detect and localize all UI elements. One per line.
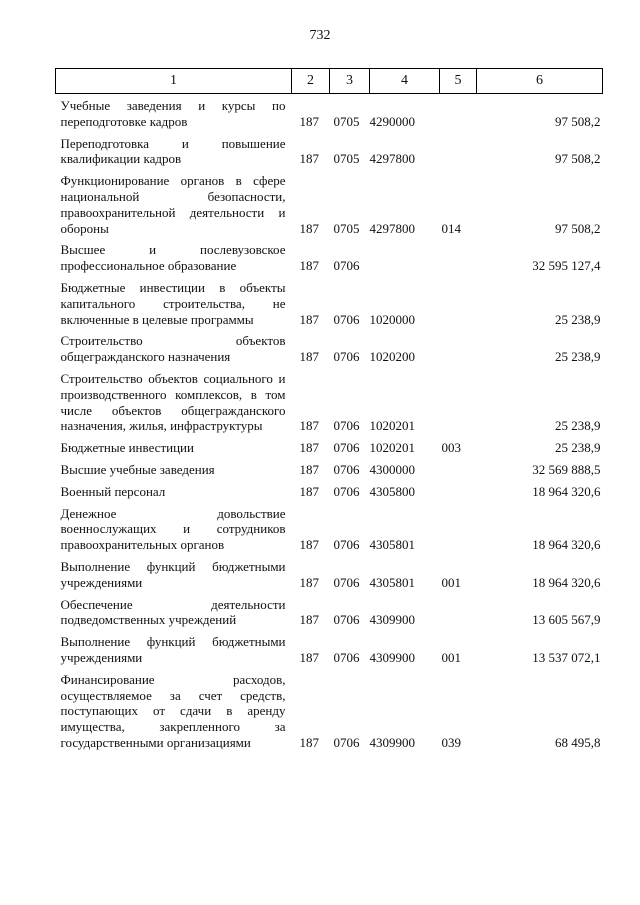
row-amount-cell: 97 508,2 [555,151,601,167]
row-target-cell: 1020000 [369,311,415,327]
row-code-cell: 187 [299,574,319,590]
row-target-cell: 4297800 [369,220,415,236]
row-type-cell: 003 [441,440,461,456]
row-section-cell: 0706 [333,461,360,477]
row-code-cell: 187 [299,612,319,628]
row-amount-cell: 13 605 567,9 [532,612,601,628]
row-code-cell: 187 [299,483,319,499]
header-cell: 6 [477,69,603,94]
row-amount-cell: 25 238,9 [555,311,601,327]
row-name-cell: Строительство объектов общегражданского назначения [60,333,286,365]
row-target-cell: 4309900 [369,734,415,750]
row-target-cell: 4300000 [369,461,415,477]
row-type-cell [440,484,477,506]
row-amount-cell: 25 238,9 [555,349,601,365]
header-cell: 4 [370,69,440,94]
row-name-cell: Выполнение функций бюджетными учреждениями [60,558,286,590]
row-target-cell: 1020200 [369,349,415,365]
row-type-cell [440,280,477,333]
table-row [56,440,603,462]
row-code-cell: 187 [299,311,319,327]
row-code-cell: 187 [299,418,319,434]
row-target-cell: 4305800 [369,483,415,499]
page-number: 732 [309,28,331,43]
row-section-cell: 0705 [333,220,360,236]
header-cell: 5 [440,69,477,94]
row-name-cell: Переподготовка и повышение квалификации кадров [60,135,286,167]
table-row [56,462,603,484]
row-name-cell: Бюджетные инвестиции [60,440,194,456]
row-section-cell: 0706 [333,574,360,590]
row-amount-cell: 18 964 320,6 [532,537,601,553]
row-target-cell: 1020201 [369,418,415,434]
table-row [56,333,603,371]
table-row [56,672,603,757]
table-row [56,559,603,597]
row-target-cell: 4290000 [369,113,415,129]
row-code-cell: 187 [299,649,319,665]
row-type-cell [440,242,477,280]
row-section-cell: 0706 [333,349,360,365]
table-row [56,136,603,174]
row-target-cell: 4305801 [369,537,415,553]
row-code-cell: 187 [299,734,319,750]
table-row [56,94,603,136]
row-section-cell: 0706 [333,612,360,628]
row-section-cell: 0706 [333,734,360,750]
row-type-cell [440,462,477,484]
row-section-cell: 0706 [333,649,360,665]
row-target-cell: 4305801 [369,574,415,590]
row-name-cell: Денежное довольствие военнослужащих и сотрудников правоохранительных органов [60,505,286,553]
table-row [56,597,603,635]
row-name-cell: Обеспечение деятельности подведомственных учреждений [60,596,286,628]
row-amount-cell: 13 537 072,1 [532,649,601,665]
table-row [56,484,603,506]
row-code-cell: 187 [299,440,319,456]
row-name-cell: Высшие учебные заведения [60,461,215,477]
row-target-cell: 4309900 [369,612,415,628]
row-amount-cell: 97 508,2 [555,220,601,236]
row-section-cell: 0706 [333,418,360,434]
table-row [56,634,603,672]
row-amount-cell: 18 964 320,6 [532,574,601,590]
row-type-cell [440,506,477,559]
table-row [56,371,603,440]
row-name-cell: Бюджетные инвестиции в объекты капитального строительства, не включенные в целевые программы [60,279,286,327]
row-code-cell: 187 [299,220,319,236]
row-section-cell: 0706 [333,440,360,456]
row-section-cell: 0706 [333,537,360,553]
row-target-cell: 1020201 [369,440,415,456]
row-name-cell: Высшее и послевузовское профессиональное образование [60,242,286,274]
row-section-cell: 0706 [333,258,360,274]
row-type-cell [440,94,477,136]
row-type-cell: 014 [441,220,461,236]
row-code-cell: 187 [299,537,319,553]
row-amount-cell: 25 238,9 [555,440,601,456]
row-type-cell: 001 [441,649,461,665]
header-cell: 3 [330,69,370,94]
row-section-cell: 0705 [333,151,360,167]
row-code-cell: 187 [299,151,319,167]
row-amount-cell: 32 595 127,4 [532,258,601,274]
row-section-cell: 0705 [333,113,360,129]
row-section-cell: 0706 [333,311,360,327]
row-type-cell [440,597,477,635]
row-name-cell: Функционирование органов в сфере национальной безопасности, правоохранительной деятельности и обороны [60,173,286,236]
row-name-cell: Финансирование расходов, осуществляемое за счет средств, поступающих от сдачи в аренду имущества, закрепленного за государственными организациями [60,671,286,750]
row-code-cell: 187 [299,113,319,129]
row-amount-cell: 32 569 888,5 [532,461,601,477]
header-cell: 2 [292,69,330,94]
row-name-cell: Военный персонал [60,483,166,499]
row-target-cell: 4297800 [369,151,415,167]
row-amount-cell: 68 495,8 [555,734,601,750]
row-type-cell: 001 [441,574,461,590]
row-code-cell: 187 [299,258,319,274]
row-name-cell: Учебные заведения и курсы по переподготовке кадров [60,98,286,129]
table-row [56,280,603,333]
row-type-cell [440,333,477,371]
row-amount-cell: 25 238,9 [555,418,601,434]
row-section-cell: 0706 [333,483,360,499]
row-target-cell: 4309900 [369,649,415,665]
row-code-cell: 187 [299,461,319,477]
header-cell: 1 [56,69,292,94]
row-type-cell: 039 [441,734,461,750]
row-amount-cell: 97 508,2 [555,113,601,129]
row-type-cell [440,371,477,440]
header-row [56,69,603,94]
table-row [56,506,603,559]
row-target-cell [370,242,440,280]
row-name-cell: Выполнение функций бюджетными учреждениями [60,634,286,665]
row-amount-cell: 18 964 320,6 [532,483,601,499]
table-row [56,242,603,280]
budget-table [55,68,603,757]
table-row [56,173,603,242]
row-name-cell: Строительство объектов социального и производственного комплексов, в том числе объектов общегражданского назначения, жилья, инфраструктуры [60,370,286,434]
row-type-cell [440,136,477,174]
row-code-cell: 187 [299,349,319,365]
